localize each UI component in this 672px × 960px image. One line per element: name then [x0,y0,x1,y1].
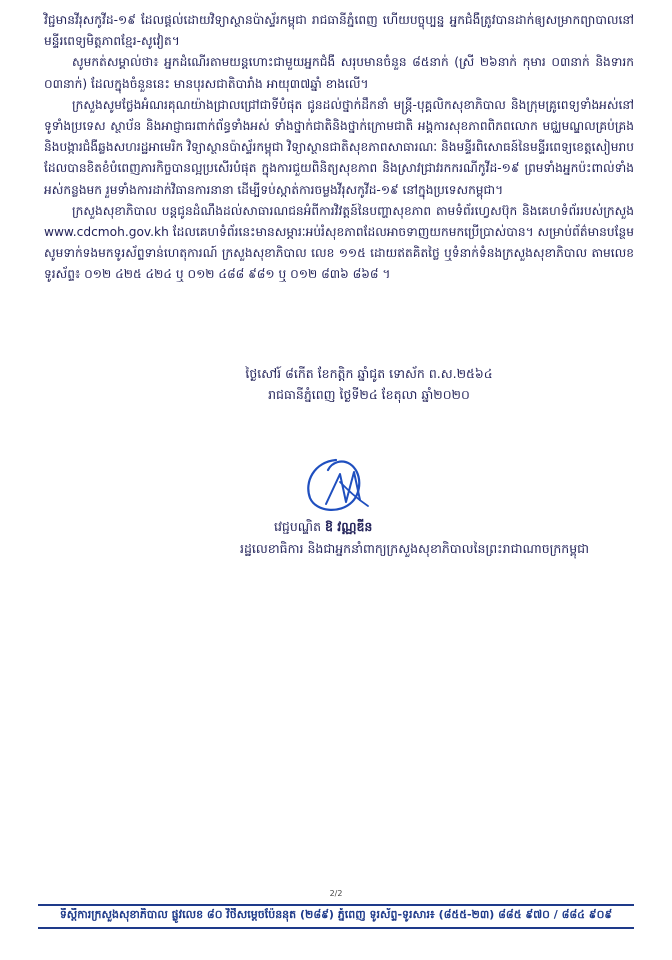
signer-position: រដ្ឋលេខាធិការ និងជាអ្នកនាំពាក្យក្រសួងសុខាភិបាលនៃព្រះរាជាណាចក្រកម្ពុជា [240,541,590,556]
footer-address: ទីស្តីការក្រសួងសុខាភិបាល ផ្លូវលេខ ៨០ វិថីសម្តេចប៉ែននុត (២៨៩) ភ្នំពេញ ទូរស័ព្ទ-ទូរសារ៖ (៨៥៥-២៣) ៨៨៥ ៩៧០ / ៨៨៤ ៩០៩ [59,908,613,921]
footer-rule-bottom [38,927,634,929]
paragraph-3: ក្រសួងសូមថ្លែងអំណរគុណយ៉ាងជ្រាលជ្រៅជាទីបំផុត ជូនដល់ថ្នាក់ដឹកនាំ មន្ត្រី-បុគ្គលិកសុខាភិបាល និងក្រុមគ្រូពេទ្យទាំងអស់នៅទូទាំងប្រទេស ស្ថាប័ន និងអាជ្ញាធរពាក់ព័ន្ធទាំងអស់ ទាំងថ្នាក់ជាតិនិងថ្នាក់ក្រោមជាតិ អង្គការសុខភាពពិភពលោក មជ្ឈមណ្ឌលគ្រប់គ្រង និងបង្ការជំងឺឆ្លងសហរដ្ឋអាមេរិក វិទ្យាស្ថានប៉ាស្ទ័រកម្ពុជា វិទ្យាស្ថានជាតិសុខភាពសាធារណៈ និងមន្ទីរពិសោធន៍នៃមន្ទីរពេទ្យខេត្តសៀមរាប ដែលបានខិតខំបំពេញភារកិច្ចបានល្អប្រសើរបំផុត ក្នុងការជួយពិនិត្យសុខភាព និងស្រាវជ្រាវរកករណីកូវីដ-១៩ ព្រមទាំងអ្នកប៉ះពាល់ទាំងអស់កន្លងមក រួមទាំងការដាក់វិធានការនានា ដើម្បីទប់ស្កាត់ការចម្លងវីរុសកូវីដ-១៩ នៅក្នុងប្រទេសកម្ពុជា។ [44,97,634,197]
page-number: 2/2 [329,889,343,898]
solar-date: រាជធានីភ្នំពេញ ថ្ងៃទី២៤ ខែតុលា ឆ្នាំ២០២០ [268,387,470,402]
signer-name-line [240,516,640,538]
date-block [244,363,494,405]
lunar-date: ថ្ងៃសៅរ៍ ៨កើត ខែកត្តិក ឆ្នាំជូត ទោស័ក ព.ស.២៥៦៤ [245,366,493,381]
letter-body [44,10,634,286]
signature [296,452,386,522]
paragraph-4: ក្រសួងសុខាភិបាល បន្តជូនដំណឹងដល់សាធារណជនអំពីការវិវត្តន៍នៃបញ្ហាសុខភាព តាមទំព័រហ្វេសប៊ុក និងគេហទំព័ររបស់ក្រសួង www.cdcmoh.gov.kh ដែលគេហទំព័រនេះមានសម្ភារៈអប់រំសុខភាពដែលអាចទាញយកមកប្រើប្រាស់បាន។ សម្រាប់ព័ត៌មានបន្ថែម សូមទាក់ទងមកទូរស័ព្ទទាន់ហេតុការណ៍ ក្រសួងសុខាភិបាល លេខ ១១៥ ដោយឥតគិតថ្លៃ ឬទំនាក់ទំនងក្រសួងសុខាភិបាល តាមលេខទូរស័ព្ទ៖ ០១២ ៤២៥ ៤២៤ ឬ ០១២ ៤៨៨ ៩៨១ ឬ ០១២ ៨៣៦ ៨៦៨ ។ [44,203,634,282]
signer-title: វេជ្ជបណ្ឌិត [274,519,321,534]
paragraph-1: វិជ្ជមានវីរុសកូវីដ-១៩ ដែលផ្តល់ដោយវិទ្យាស្ថានប៉ាស្ទ័រកម្ពុជា រាជធានីភ្នំពេញ ហើយបច្ចុប្បន្ន អ្នកជំងឺត្រូវបានដាក់ឲ្យសម្រាកព្យាបាលនៅមន្ទីរពេទ្យមិត្តភាពខ្មែរ-សូវៀត។ [44,13,634,49]
paragraph-2: សូមកត់សម្គាល់ថា៖ អ្នកដំណើរតាមយន្តហោះជាមួយអ្នកជំងឺ សរុបមានចំនួន ៨៥នាក់ (ស្រី ២៦នាក់ កុមារ ០៣នាក់ និងទារក ០៣នាក់) ដែលក្នុងចំនួននេះ មានបុរសជាតិបារាំង អាយុ៣៧ឆ្នាំ ខាងលើ។ [44,55,634,91]
footer-rule-top [38,904,634,906]
signer-name: ឱ វណ្ណឌីន [324,519,373,534]
signer-block [240,516,640,560]
